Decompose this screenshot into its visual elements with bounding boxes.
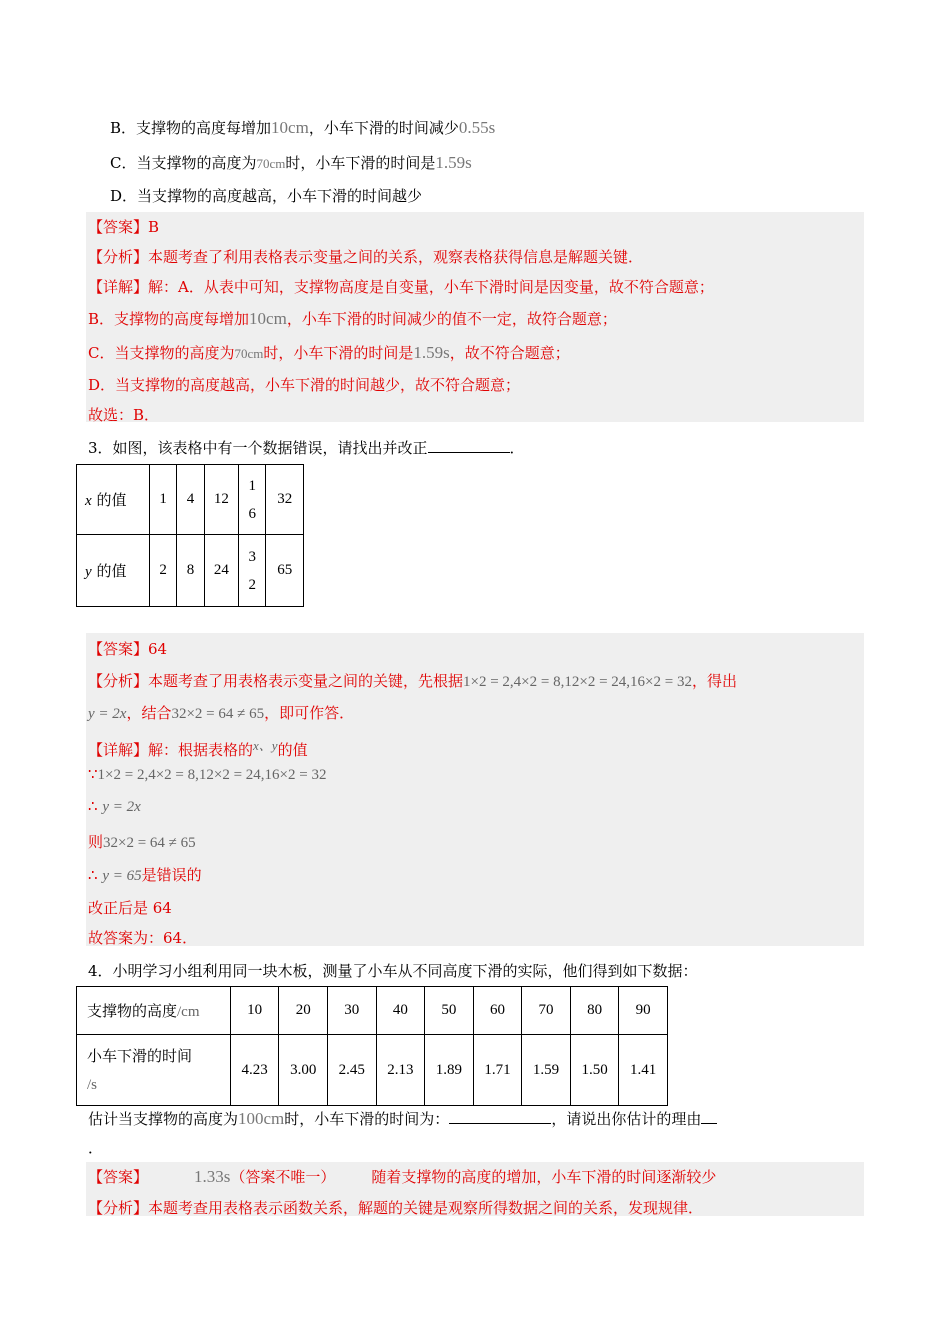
then-line: 则32×2 = 64 ≠ 65 — [88, 833, 196, 851]
answer-label: 【答案】 1.33s（答案不唯一） 随着支撑物的高度的增加，小车下滑的时间逐渐较少 — [88, 1167, 717, 1186]
q4-table — [76, 986, 668, 1106]
therefore-line: ∴ y = 2x — [88, 797, 141, 815]
math-expression: 1.59s — [435, 153, 472, 172]
table-header-y: y 的值 — [77, 535, 150, 607]
table-cell: 4.23 — [230, 1035, 279, 1106]
final-choice: 故选：B． — [88, 406, 160, 424]
table-cell: 1.50 — [570, 1035, 619, 1106]
table-header-height: 支撑物的高度/cm — [77, 987, 231, 1035]
detail-text: 【详解】解：根据表格的x、y的值 — [88, 738, 308, 759]
table-cell: 90 — [619, 987, 668, 1035]
answer-label: 【答案】64 — [88, 640, 168, 658]
table-cell: 8 — [177, 535, 204, 607]
math-expression: 70cm — [256, 156, 286, 171]
table-cell: 1.41 — [619, 1035, 668, 1106]
q3-table — [76, 464, 304, 607]
answer-label: 【答案】B — [88, 218, 160, 236]
table-cell: 1.59 — [522, 1035, 571, 1106]
table-cell: 70 — [522, 987, 571, 1035]
final-answer: 故答案为：64． — [88, 929, 198, 947]
math-expression: 70cm — [234, 346, 264, 361]
table-cell: 2.13 — [376, 1035, 425, 1106]
math-expression: 1×2 = 2,4×2 = 8,12×2 = 24,16×2 = 32 — [463, 674, 692, 690]
option-d: D．当支撑物的高度越高，小车下滑的时间越少 — [110, 187, 423, 205]
table-cell: 60 — [473, 987, 522, 1035]
table-cell: 3.00 — [279, 1035, 328, 1106]
detail-line-c: C．当支撑物的高度为70cm时，小车下滑的时间是1.59s，故不符合题意； — [88, 343, 570, 362]
option-c: C．当支撑物的高度为70cm时，小车下滑的时间是1.59s — [110, 153, 472, 172]
therefore-line: ∴ y = 65是错误的 — [88, 866, 202, 884]
table-cell: 10 — [230, 987, 279, 1035]
analysis-text: 【分析】本题考查了利用表格表示变量之间的关系，观察表格获得信息是解题关键． — [88, 248, 644, 266]
math-expression: 10cm — [249, 309, 287, 328]
table-cell: 3 2 — [239, 535, 266, 607]
math-expression: 100cm — [238, 1109, 285, 1128]
detail-text: 【详解】解：A．从表中可知，支撑物高度是自变量，小车下滑时间是因变量，故不符合题意； — [88, 278, 714, 296]
detail-line-d: D．当支撑物的高度越高，小车下滑的时间越少，故不符合题意； — [88, 376, 521, 394]
math-expression: 1×2 = 2,4×2 = 8,12×2 = 24,16×2 = 32 — [97, 767, 327, 783]
math-expression: x、y — [253, 738, 278, 753]
question-4-end: ． — [88, 1139, 104, 1157]
table-cell: 80 — [570, 987, 619, 1035]
question-3: 3．如图，该表格中有一个数据错误，请找出并改正 ． — [88, 439, 525, 457]
analysis-text: 【分析】本题考查了用表格表示变量之间的关键，先根据1×2 = 2,4×2 = 8,12×2 = 24,16×2 = 32，得出 — [88, 672, 737, 690]
table-header-x: x 的值 — [77, 465, 150, 535]
math-expression: 1.59s — [413, 343, 450, 362]
math-expression: 1.33s — [194, 1167, 231, 1186]
analysis-text: 【分析】本题考查用表格表示函数关系，解题的关键是观察所得数据之间的关系，发现规律． — [88, 1199, 704, 1217]
table-cell: 1.71 — [473, 1035, 522, 1106]
table-cell: 2.45 — [327, 1035, 376, 1106]
table-cell: 24 — [204, 535, 238, 607]
table-cell: 40 — [376, 987, 425, 1035]
math-expression: y = 2x — [102, 799, 141, 815]
because-line: ∵1×2 = 2,4×2 = 8,12×2 = 24,16×2 = 32 — [88, 765, 327, 783]
corrected-line: 改正后是 64 — [88, 899, 172, 917]
table-cell: 1 6 — [239, 465, 266, 535]
question-4: 4．小明学习小组利用同一块木板，测量了小车从不同高度下滑的实际，他们得到如下数据： — [88, 962, 698, 980]
analysis-text-cont: y = 2x，结合32×2 = 64 ≠ 65，即可作答． — [88, 704, 355, 722]
math-expression: y = 65 — [102, 868, 142, 884]
answer-blank — [449, 1109, 551, 1124]
answer-blank — [701, 1109, 717, 1124]
table-cell: 65 — [266, 535, 304, 607]
table-cell: 1.89 — [425, 1035, 474, 1106]
answer-blank — [428, 438, 510, 453]
math-expression: 32×2 = 64 ≠ 65 — [171, 706, 265, 722]
table-cell: 30 — [327, 987, 376, 1035]
table-cell: 12 — [204, 465, 238, 535]
option-b: B．支撑物的高度每增加10cm，小车下滑的时间减少0.55s — [110, 118, 496, 137]
table-cell: 1 — [149, 465, 176, 535]
table-cell: 2 — [149, 535, 176, 607]
table-cell: 32 — [266, 465, 304, 535]
math-expression: 10cm — [271, 118, 309, 137]
math-expression: 32×2 = 64 ≠ 65 — [103, 835, 196, 851]
math-expression: 0.55s — [458, 118, 496, 137]
math-expression: y = 2x — [88, 706, 127, 722]
table-header-time: 小车下滑的时间 /s — [77, 1035, 231, 1106]
table-cell: 20 — [279, 987, 328, 1035]
table-cell: 50 — [425, 987, 474, 1035]
detail-line-b: B．支撑物的高度每增加10cm，小车下滑的时间减少的值不一定，故符合题意； — [88, 309, 617, 328]
question-4-estimate: 估计当支撑物的高度为100cm时，小车下滑的时间为： ，请说出你估计的理由 — [88, 1108, 717, 1129]
table-cell: 4 — [177, 465, 204, 535]
